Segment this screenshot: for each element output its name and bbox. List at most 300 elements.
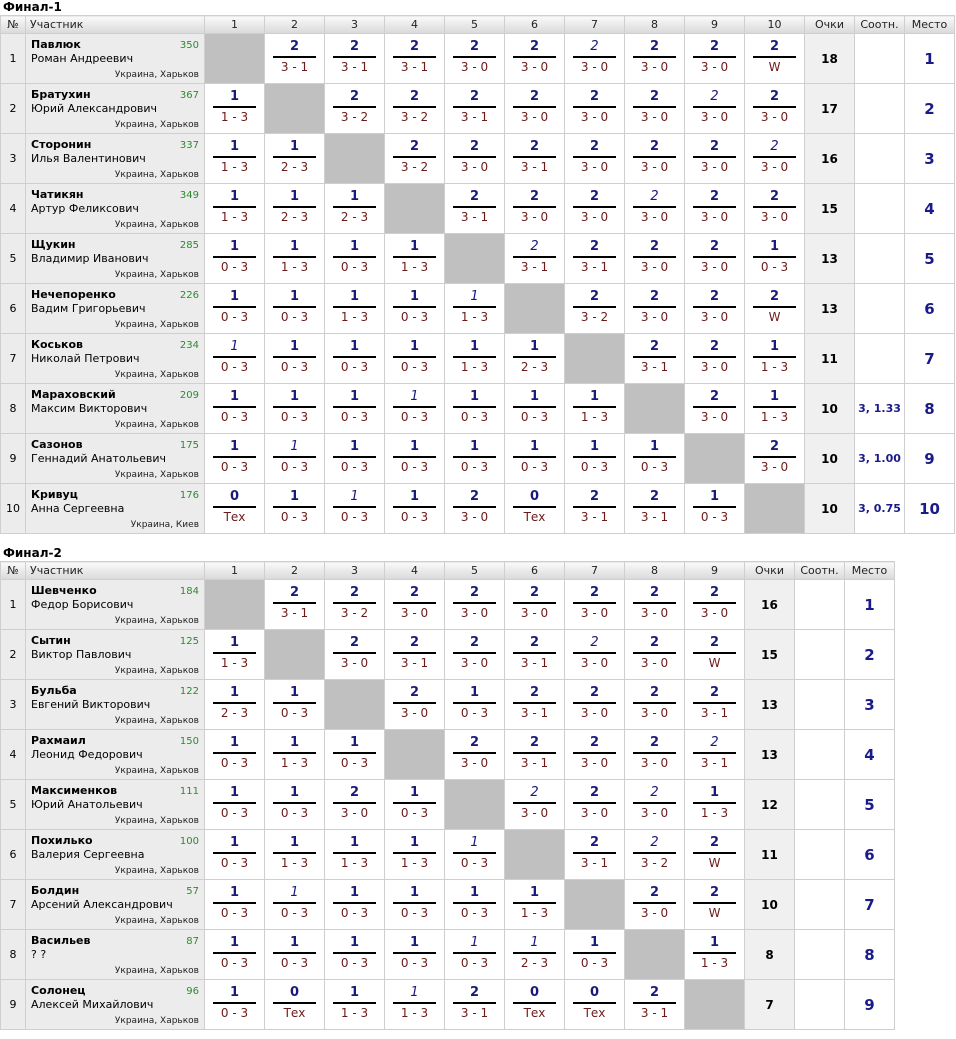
match-cell[interactable] (565, 730, 625, 780)
match-points: 1 (229, 885, 240, 900)
match-cell[interactable] (565, 580, 625, 630)
match-cell[interactable] (625, 334, 685, 384)
match-score: 3 - 1 (580, 856, 609, 870)
player-surname[interactable]: Сытин (31, 634, 71, 647)
match-score: 3 - 0 (700, 410, 729, 424)
header-place: Место (845, 562, 895, 580)
match-score: Тех (583, 1006, 606, 1020)
self-match-cell (205, 580, 265, 630)
match-points: 2 (529, 735, 540, 750)
match-divider (273, 356, 316, 358)
match-cell[interactable] (625, 284, 685, 334)
match-points: 0 (289, 985, 300, 1000)
match-divider (633, 206, 676, 208)
match-cell[interactable] (685, 730, 745, 780)
match-cell[interactable] (385, 234, 445, 284)
match-points: 0 (529, 985, 540, 1000)
match-cell[interactable] (265, 134, 325, 184)
match-divider (213, 356, 256, 358)
match-score: 3 - 0 (340, 656, 369, 670)
match-cell[interactable] (325, 234, 385, 284)
match-cell[interactable] (505, 780, 565, 830)
match-cell[interactable] (685, 830, 745, 880)
match-cell[interactable] (205, 830, 265, 880)
player-cell (26, 284, 205, 334)
match-cell[interactable] (265, 880, 325, 930)
match-points: 2 (649, 239, 660, 254)
match-points: 2 (349, 89, 360, 104)
match-cell[interactable] (745, 234, 805, 284)
match-cell[interactable] (505, 384, 565, 434)
player-surname[interactable]: Бульба (31, 684, 77, 697)
match-cell[interactable] (565, 34, 625, 84)
match-cell[interactable] (265, 730, 325, 780)
match-divider (273, 206, 316, 208)
player-surname[interactable]: Щукин (31, 238, 76, 251)
match-cell[interactable] (685, 930, 745, 980)
match-points: 2 (769, 189, 780, 204)
match-score: 0 - 3 (280, 956, 309, 970)
match-cell[interactable] (445, 384, 505, 434)
match-score: 3 - 1 (400, 60, 429, 74)
match-score: 3 - 2 (640, 856, 669, 870)
match-score: 3 - 1 (520, 706, 549, 720)
table-row (1, 730, 895, 780)
match-cell[interactable] (445, 880, 505, 930)
player-surname[interactable]: Павлюк (31, 38, 81, 51)
match-cell[interactable] (205, 384, 265, 434)
player-surname[interactable]: Рахмаил (31, 734, 86, 747)
player-surname[interactable]: Коськов (31, 338, 84, 351)
match-cell[interactable] (205, 134, 265, 184)
match-divider (333, 506, 376, 508)
player-surname[interactable]: Сазонов (31, 438, 83, 451)
match-score: 2 - 3 (280, 160, 309, 174)
match-cell[interactable] (685, 484, 745, 534)
match-score: 3 - 1 (580, 260, 609, 274)
match-cell[interactable] (445, 334, 505, 384)
match-cell[interactable] (265, 680, 325, 730)
match-divider (333, 652, 376, 654)
match-cell[interactable] (625, 84, 685, 134)
match-cell[interactable] (505, 84, 565, 134)
match-cell[interactable] (385, 780, 445, 830)
match-score: Тех (523, 1006, 546, 1020)
match-cell[interactable] (625, 880, 685, 930)
match-divider (393, 356, 436, 358)
match-cell[interactable] (745, 34, 805, 84)
match-cell[interactable] (445, 134, 505, 184)
match-points: 2 (710, 735, 719, 750)
match-cell[interactable] (325, 580, 385, 630)
match-cell[interactable] (325, 930, 385, 980)
match-divider (393, 106, 436, 108)
match-cell[interactable] (265, 184, 325, 234)
match-cell[interactable] (325, 730, 385, 780)
match-cell[interactable] (565, 830, 625, 880)
match-cell[interactable] (625, 980, 685, 1030)
match-cell[interactable] (325, 34, 385, 84)
match-score: 0 - 3 (280, 460, 309, 474)
match-divider (513, 506, 556, 508)
match-cell[interactable] (505, 880, 565, 930)
player-surname[interactable]: Нечепоренко (31, 288, 116, 301)
match-cell[interactable] (565, 284, 625, 334)
player-surname[interactable]: Кривуц (31, 488, 78, 501)
match-divider (453, 456, 496, 458)
match-cell[interactable] (565, 630, 625, 680)
match-cell[interactable] (565, 434, 625, 484)
match-cell[interactable] (325, 334, 385, 384)
row-number: 1 (1, 34, 26, 84)
match-divider (693, 406, 736, 408)
row-number: 4 (1, 730, 26, 780)
match-cell[interactable] (385, 930, 445, 980)
match-score: 3 - 0 (460, 656, 489, 670)
match-cell[interactable] (325, 84, 385, 134)
match-score: 3 - 1 (340, 60, 369, 74)
match-cell[interactable] (385, 284, 445, 334)
match-points: 1 (289, 339, 300, 354)
match-cell[interactable] (265, 830, 325, 880)
match-points: 2 (289, 585, 300, 600)
match-cell[interactable] (685, 184, 745, 234)
match-divider (573, 56, 616, 58)
match-cell[interactable] (505, 980, 565, 1030)
match-cell[interactable] (685, 34, 745, 84)
match-score: 0 - 3 (340, 906, 369, 920)
match-cell[interactable] (625, 134, 685, 184)
match-cell[interactable] (385, 880, 445, 930)
match-cell[interactable] (325, 284, 385, 334)
match-cell[interactable] (505, 184, 565, 234)
match-divider (333, 456, 376, 458)
match-cell[interactable] (445, 630, 505, 680)
match-score: 3 - 0 (700, 360, 729, 374)
header-num: № (1, 16, 26, 34)
match-score: 0 - 3 (400, 360, 429, 374)
self-match-cell (205, 34, 265, 84)
player-name: Федор Борисович (31, 598, 134, 611)
match-cell[interactable] (385, 334, 445, 384)
match-cell[interactable] (505, 930, 565, 980)
match-divider (393, 902, 436, 904)
match-score: 3 - 1 (400, 656, 429, 670)
match-cell[interactable] (625, 434, 685, 484)
match-cell[interactable] (445, 284, 505, 334)
match-cell[interactable] (385, 434, 445, 484)
match-cell[interactable] (205, 630, 265, 680)
match-cell[interactable] (205, 980, 265, 1030)
match-divider (453, 156, 496, 158)
match-cell[interactable] (625, 184, 685, 234)
match-cell[interactable] (385, 630, 445, 680)
match-cell[interactable] (745, 434, 805, 484)
player-surname[interactable]: Васильев (31, 934, 91, 947)
row-number: 6 (1, 284, 26, 334)
match-cell[interactable] (505, 34, 565, 84)
header-player: Участник (26, 16, 205, 34)
match-divider (693, 902, 736, 904)
match-cell[interactable] (445, 184, 505, 234)
match-cell[interactable] (205, 880, 265, 930)
match-points: 1 (229, 389, 240, 404)
player-city: Украина, Харьков (114, 816, 199, 826)
match-cell[interactable] (625, 34, 685, 84)
header-opponent-5: 5 (445, 562, 505, 580)
ratio-value (855, 284, 905, 334)
match-cell[interactable] (505, 134, 565, 184)
match-cell[interactable] (745, 384, 805, 434)
match-cell[interactable] (385, 680, 445, 730)
match-score: 3 - 0 (700, 160, 729, 174)
match-cell[interactable] (265, 234, 325, 284)
match-cell[interactable] (565, 84, 625, 134)
match-points: 1 (349, 389, 360, 404)
match-cell[interactable] (565, 134, 625, 184)
match-cell[interactable] (325, 830, 385, 880)
player-cell (26, 334, 205, 384)
match-cell[interactable] (625, 830, 685, 880)
match-score: 3 - 1 (580, 510, 609, 524)
match-divider (633, 702, 676, 704)
place-value: 2 (845, 630, 895, 680)
match-cell[interactable] (205, 234, 265, 284)
match-divider (453, 602, 496, 604)
match-cell[interactable] (685, 780, 745, 830)
match-divider (333, 602, 376, 604)
match-cell[interactable] (625, 580, 685, 630)
match-cell[interactable] (505, 484, 565, 534)
match-cell[interactable] (385, 484, 445, 534)
header-opponent-1: 1 (205, 562, 265, 580)
player-rating: 349 (179, 190, 199, 201)
match-score: 3 - 0 (580, 706, 609, 720)
player-name: Максим Викторович (31, 402, 148, 415)
match-cell[interactable] (505, 680, 565, 730)
match-cell[interactable] (685, 234, 745, 284)
match-cell[interactable] (625, 680, 685, 730)
player-cell (26, 830, 205, 880)
match-cell[interactable] (265, 334, 325, 384)
match-cell[interactable] (385, 580, 445, 630)
match-cell[interactable] (745, 84, 805, 134)
match-cell[interactable] (205, 680, 265, 730)
player-surname[interactable]: Чатикян (31, 188, 84, 201)
match-cell[interactable] (445, 580, 505, 630)
match-cell[interactable] (445, 980, 505, 1030)
player-surname[interactable]: Сторонин (31, 138, 92, 151)
match-points: 2 (529, 585, 540, 600)
match-cell[interactable] (565, 234, 625, 284)
match-cell[interactable] (445, 484, 505, 534)
player-cell (26, 34, 205, 84)
match-cell[interactable] (685, 630, 745, 680)
match-cell[interactable] (385, 830, 445, 880)
match-cell[interactable] (445, 434, 505, 484)
match-cell[interactable] (265, 484, 325, 534)
match-cell[interactable] (745, 334, 805, 384)
player-surname[interactable]: Похилько (31, 834, 93, 847)
match-cell[interactable] (505, 334, 565, 384)
match-cell[interactable] (265, 384, 325, 434)
table-row (1, 184, 955, 234)
match-cell[interactable] (265, 930, 325, 980)
match-cell[interactable] (445, 830, 505, 880)
match-cell[interactable] (265, 284, 325, 334)
match-cell[interactable] (265, 434, 325, 484)
match-cell[interactable] (685, 880, 745, 930)
player-surname[interactable]: Максименков (31, 784, 118, 797)
match-cell[interactable] (445, 730, 505, 780)
match-cell[interactable] (265, 34, 325, 84)
match-divider (633, 652, 676, 654)
total-points: 11 (745, 830, 795, 880)
results-table (0, 15, 955, 534)
match-cell[interactable] (385, 34, 445, 84)
player-surname[interactable]: Мараховский (31, 388, 116, 401)
match-cell[interactable] (325, 630, 385, 680)
match-score: 0 - 3 (400, 906, 429, 920)
match-points: 2 (469, 735, 480, 750)
match-score: 3 - 0 (640, 706, 669, 720)
player-name: Роман Андреевич (31, 52, 134, 65)
match-cell[interactable] (745, 284, 805, 334)
player-surname[interactable]: Болдин (31, 884, 80, 897)
match-cell[interactable] (205, 434, 265, 484)
match-cell[interactable] (685, 134, 745, 184)
self-match-cell (565, 334, 625, 384)
match-cell[interactable] (505, 730, 565, 780)
match-score: 0 - 3 (340, 756, 369, 770)
match-cell[interactable] (745, 134, 805, 184)
match-cell[interactable] (685, 84, 745, 134)
match-cell[interactable] (265, 980, 325, 1030)
match-cell[interactable] (205, 184, 265, 234)
match-cell[interactable] (505, 234, 565, 284)
match-points: 1 (769, 389, 780, 404)
match-divider (453, 106, 496, 108)
match-cell[interactable] (685, 580, 745, 630)
match-cell[interactable] (385, 84, 445, 134)
match-cell[interactable] (325, 484, 385, 534)
match-cell[interactable] (265, 780, 325, 830)
match-cell[interactable] (325, 980, 385, 1030)
match-cell[interactable] (625, 730, 685, 780)
match-cell[interactable] (325, 384, 385, 434)
match-points: 2 (589, 685, 600, 700)
match-cell[interactable] (565, 980, 625, 1030)
match-divider (573, 702, 616, 704)
match-points: 1 (349, 985, 360, 1000)
self-match-cell (265, 630, 325, 680)
match-cell[interactable] (745, 184, 805, 234)
match-divider (513, 1002, 556, 1004)
match-points: 1 (349, 439, 360, 454)
match-cell[interactable] (685, 334, 745, 384)
match-cell[interactable] (205, 930, 265, 980)
match-cell[interactable] (325, 880, 385, 930)
match-cell[interactable] (205, 484, 265, 534)
match-cell[interactable] (505, 434, 565, 484)
match-cell[interactable] (565, 184, 625, 234)
ratio-value: 3, 1.00 (855, 434, 905, 484)
match-cell[interactable] (265, 580, 325, 630)
match-cell[interactable] (625, 484, 685, 534)
match-cell[interactable] (385, 134, 445, 184)
match-points: 2 (649, 585, 660, 600)
match-score: 3 - 0 (700, 60, 729, 74)
match-cell[interactable] (325, 434, 385, 484)
match-cell[interactable] (205, 730, 265, 780)
match-cell[interactable] (445, 84, 505, 134)
match-cell[interactable] (325, 780, 385, 830)
player-cell (26, 84, 205, 134)
match-cell[interactable] (205, 84, 265, 134)
match-cell[interactable] (385, 384, 445, 434)
match-divider (513, 156, 556, 158)
match-cell[interactable] (205, 780, 265, 830)
match-cell[interactable] (445, 680, 505, 730)
match-cell[interactable] (565, 680, 625, 730)
row-number: 5 (1, 234, 26, 284)
match-cell[interactable] (625, 630, 685, 680)
match-cell[interactable] (505, 630, 565, 680)
match-cell[interactable] (625, 780, 685, 830)
ratio-value (855, 134, 905, 184)
match-divider (633, 852, 676, 854)
match-score: 0 - 3 (220, 360, 249, 374)
match-cell[interactable] (385, 980, 445, 1030)
row-number: 9 (1, 434, 26, 484)
match-cell[interactable] (205, 284, 265, 334)
match-cell[interactable] (565, 930, 625, 980)
match-points: 1 (229, 785, 240, 800)
match-points: 1 (349, 339, 360, 354)
player-surname[interactable]: Братухин (31, 88, 91, 101)
match-cell[interactable] (565, 384, 625, 434)
match-cell[interactable] (325, 184, 385, 234)
player-surname[interactable]: Шевченко (31, 584, 97, 597)
match-cell[interactable] (625, 234, 685, 284)
match-divider (633, 456, 676, 458)
match-cell[interactable] (565, 780, 625, 830)
match-points: 1 (229, 835, 240, 850)
match-cell[interactable] (685, 384, 745, 434)
match-cell[interactable] (505, 580, 565, 630)
match-points: 1 (529, 439, 540, 454)
group-spacer (0, 534, 956, 546)
match-score: 3 - 1 (460, 110, 489, 124)
match-cell[interactable] (685, 284, 745, 334)
match-points: 2 (649, 289, 660, 304)
total-points: 18 (805, 34, 855, 84)
self-match-cell (325, 680, 385, 730)
match-divider (273, 952, 316, 954)
match-score: W (708, 656, 721, 670)
match-cell[interactable] (445, 34, 505, 84)
match-cell[interactable] (685, 680, 745, 730)
match-cell[interactable] (565, 484, 625, 534)
player-name: Владимир Иванович (31, 252, 149, 265)
match-points: 2 (590, 635, 599, 650)
match-score: 3 - 0 (700, 110, 729, 124)
match-cell[interactable] (445, 930, 505, 980)
player-surname[interactable]: Солонец (31, 984, 86, 997)
match-cell[interactable] (205, 334, 265, 384)
match-points: 1 (349, 935, 360, 950)
match-score: 0 - 3 (340, 360, 369, 374)
